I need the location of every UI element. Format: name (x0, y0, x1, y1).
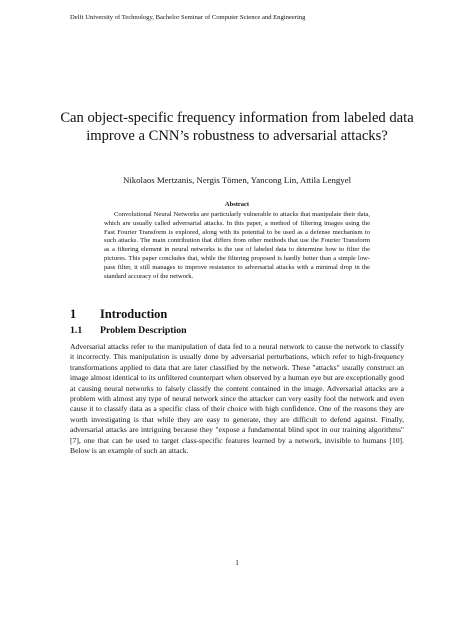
page-number: 1 (235, 559, 239, 567)
section-title: Introduction (100, 307, 168, 321)
section-number: 1 (70, 307, 77, 321)
subsection-heading (70, 325, 187, 336)
subsection-number: 1.1 (70, 325, 83, 336)
subsection-title: Problem Description (100, 325, 187, 336)
body-paragraph: Adversarial attacks refer to the manipulation of data fed to a neural network to cause the network to classify it incorrectly. This manipulation is usually done by adversarial perturbations, which refer to high-frequency transformations applied to data that are later classified by the network. These "attacks" usually construct an image almost identical to its unfiltered counterpart when observed by a human eye but are exceptionally good at causing neural networks to falsely classify the content contained in the image. Adversarial attacks are a problem with almost any type of neural network since the attacker can very easily fool the network and even cause it to classify data as a specific class of their choice with high confidence. One of the reasons they are worth investigating is that while they are easy to generate, they are difficult to defend against. Finally, adversarial attacks are intriguing because they "expose a fundamental blind spot in our training algorithms" [7], one that can be used to target class-specific features learned by a network, invisible to humans [10]. Below is an example of such an attack. (70, 342, 404, 456)
author-list: Nikolaos Mertzanis, Nergis Tömen, Yancong Lin, Attila Lengyel (122, 175, 352, 185)
abstract-text: Convolutional Neural Networks are particularly vulnerable to attacks that manipulate their data, which are usually called adversarial attacks. In this paper, a method of filtering images using the Fast Fourier Transform is explored, along with its potential to be used as a defense mechanism to such attacks. The main contribution that differs from other methods that use the Fourier Transform as a filtering element in neural networks is the use of labeled data to determine how to filter the pictures. This paper concludes that, while the filtering proposed is hardly better than a simple low-pass filter, it still manages to improve resistance to adversarial attacks with a minimal drop in the standard accuracy of the network. (104, 211, 370, 280)
section-heading (70, 307, 167, 322)
running-header: Delft University of Technology, Bachelor Seminar of Computer Science and Engineering (70, 14, 306, 21)
paper-title: Can object-specific frequency information from labeled data improve a CNN’s robustness to adversarial attacks? (60, 110, 414, 144)
abstract-heading: Abstract (224, 201, 250, 208)
